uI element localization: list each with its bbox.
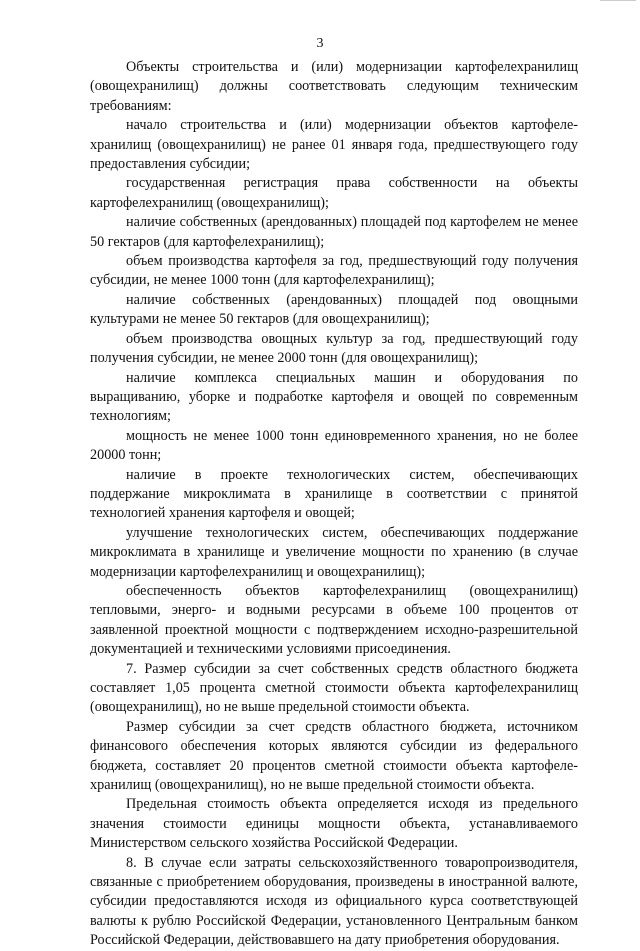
paragraph-section-8: 8. В случае если затраты сельскохозяйственного товаропроизводителя, связанные с приобретением оборудования, произведены в иностранной валюте, субсидии предоставляются исходя из официального курса соответствующей валюты к рублю Российской Федерации, установленного Центральным банком Российской Федерации, действовавшего на дату приобретения оборудования. xyxy=(90,854,578,949)
paragraph-potato-area: наличие собственных (арендованных) площадей под картофелем не менее 50 гектаров (для картофелехранилищ); xyxy=(90,214,578,250)
document-body xyxy=(90,58,578,951)
scan-edge-mark xyxy=(600,0,636,3)
paragraph-storage-capacity: мощность не менее 1000 тонн единовременного хранения, но не более 20000 тонн; xyxy=(90,427,578,464)
paragraph-requirements-intro: Объекты строительства и (или) модернизации картофелехранилищ (овощехранилищ) должны соответствовать следующим техническим требованиям: xyxy=(90,59,578,114)
paragraph-federal-subsidy: Размер субсидии за счет средств областного бюджета, источником финансового обеспечения которых являются субсидии из федерального бюджета, составляет 20 процентов сметной стоимости объекта картофеле-хранилищ (овощехранилищ), но не выше предельной стоимости объекта. xyxy=(90,718,578,794)
paragraph-machinery: наличие комплекса специальных машин и оборудования по выращиванию, уборке и подработке картофеля и овощей по современным технологиям; xyxy=(90,369,578,425)
paragraph-systems-improvement: улучшение технологических систем, обеспечивающих поддержание микроклимата в хранилище и увеличение мощности по хранению (в случае модернизации картофелехранилищ и овощехранилищ); xyxy=(90,524,578,580)
paragraph-construction-start: начало строительства и (или) модернизации объектов картофеле-хранилищ (овощехранилищ) не ранее 01 января года, предшествующего году предоставления субсидии; xyxy=(90,117,578,173)
paragraph-potato-volume: объем производства картофеля за год, предшествующий году получения субсидии, не менее 1000 тонн (для картофелехранилищ); xyxy=(90,253,578,289)
paragraph-ownership-registration: государственная регистрация права собственности на объекты картофелехранилищ (овощехранилищ); xyxy=(90,175,578,211)
paragraph-vegetable-volume: объем производства овощных культур за год, предшествующий году получения субсидии, не менее 2000 тонн (для овощехранилищ); xyxy=(90,330,578,367)
paragraph-section-7: 7. Размер субсидии за счет собственных средств областного бюджета составляет 1,05 процента сметной стоимости объекта картофелехранилищ (овощехранилищ), но не выше предельной стоимости объекта. xyxy=(90,660,578,716)
paragraph-max-cost: Предельная стоимость объекта определяется исходя из предельного значения стоимости единицы мощности объекта, устанавливаемого Министерством сельского хозяйства Российской Федерации. xyxy=(90,796,578,852)
paragraph-microclimate-systems: наличие в проекте технологических систем, обеспечивающих поддержание микроклимата в хранилище в соответствии с принятой технологией хранения картофеля и овощей; xyxy=(90,466,578,522)
paragraph-resource-supply: обеспеченность объектов картофелехранилищ (овощехранилищ) тепловыми, энерго- и водными ресурсами в объеме 100 процентов от заявленной проектной мощности с подтверждением исходно-разрешительной документацией и техническими условиями присоединения. xyxy=(90,582,578,658)
page-number: 3 xyxy=(316,36,324,51)
paragraph-vegetable-area: наличие собственных (арендованных) площадей под овощными культурами не менее 50 гектаров (для овощехранилищ); xyxy=(90,291,578,328)
